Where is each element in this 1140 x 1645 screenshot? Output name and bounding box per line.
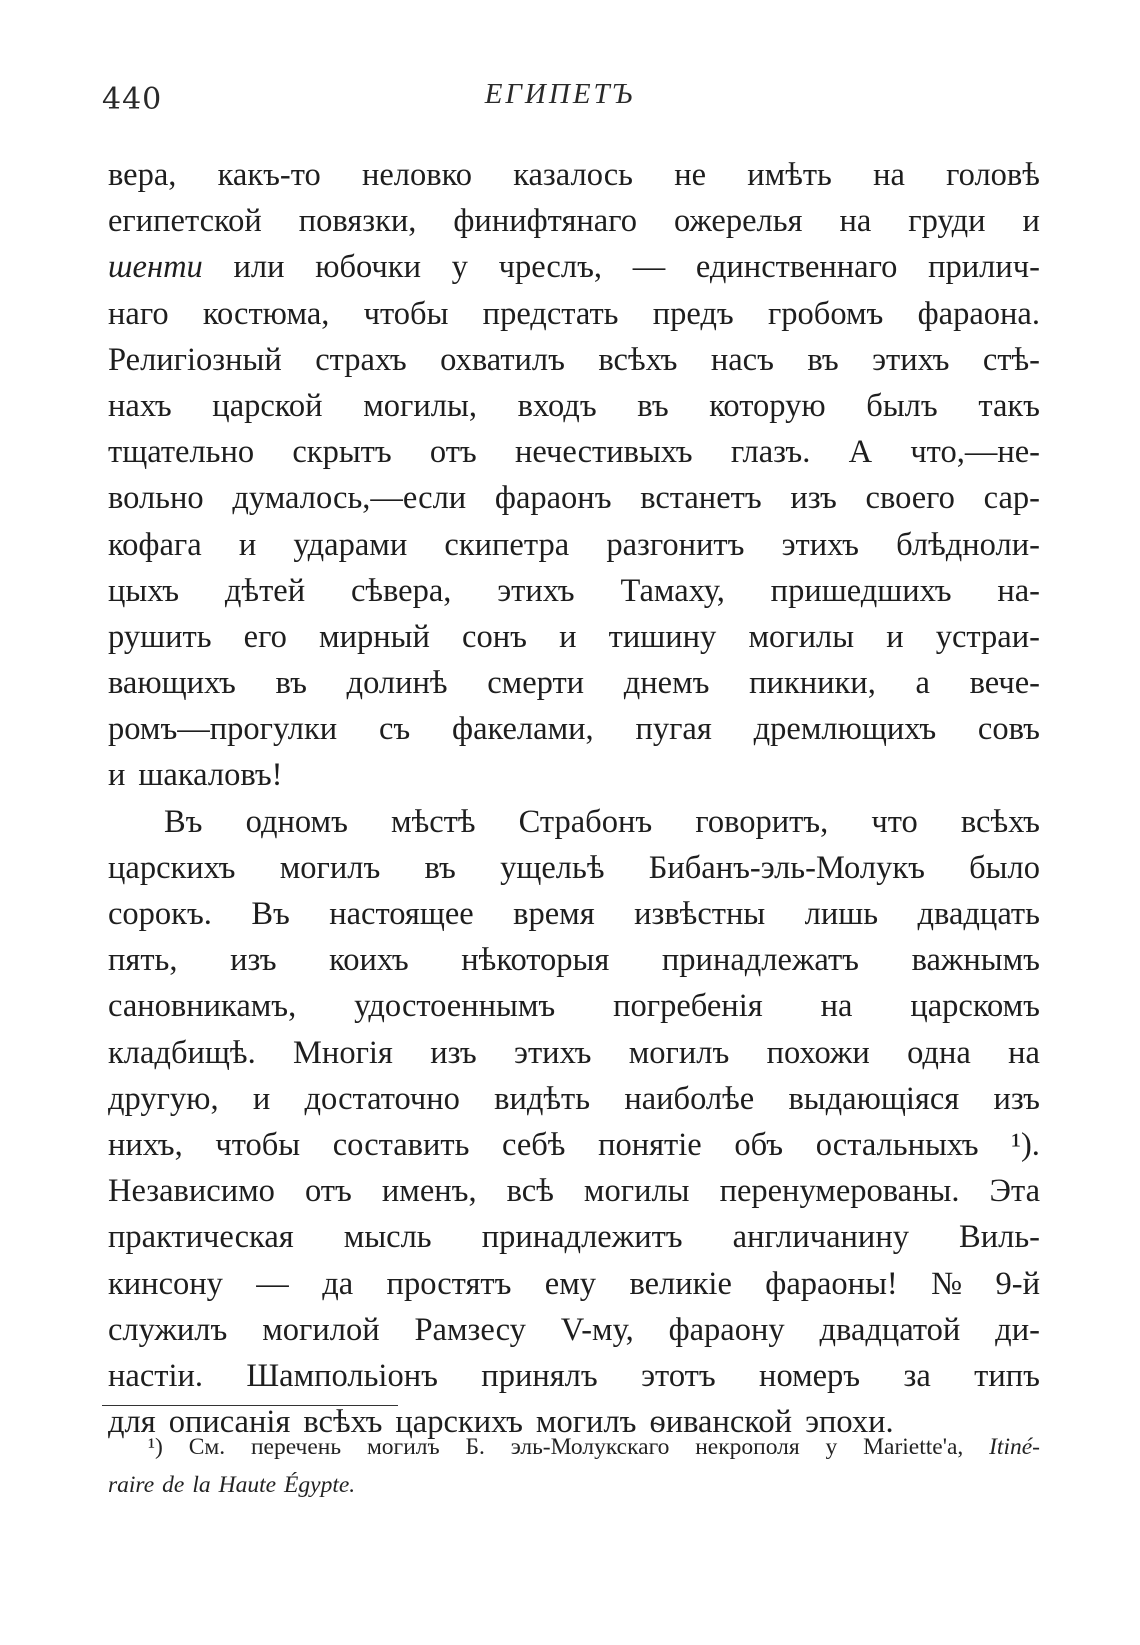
word: скрытъ [292,434,392,471]
text-line [108,706,1040,752]
word: нахъ [108,387,172,424]
word: встанетъ [640,480,762,517]
word: достаточно [304,1080,460,1117]
word: фараону [668,1311,785,1348]
word: изъ [790,480,837,517]
word: наго [108,295,169,332]
word: Виль- [959,1219,1040,1256]
word: вольно [108,480,204,517]
word: цыхъ [108,572,180,609]
text-line [108,1214,1040,1260]
word: одна [907,1034,971,1071]
word: номеръ [759,1357,861,1394]
text-line [108,1168,1040,1214]
word: ему [544,1265,597,1302]
word: казалось [513,157,633,193]
word: шенти [108,249,203,286]
word: себѣ [502,1126,566,1163]
word: ромъ—прогулки [108,711,338,748]
word: чтобы [215,1126,301,1163]
word: костюма, [202,295,330,332]
word: принадлежитъ [481,1219,683,1256]
word: эпохи. [805,1404,894,1441]
word: важнымъ [911,942,1040,979]
word: на [1008,1034,1040,1071]
word: у [451,249,468,286]
word: за [903,1357,931,1394]
word: кофага [108,526,202,563]
word: время [513,896,595,932]
word: вающихъ [108,665,236,702]
text-line [108,383,1040,429]
word: Въ [164,803,203,840]
word: въ [637,387,669,424]
word: изъ [230,942,277,979]
footnote-divider [102,1405,398,1406]
word: другую, [108,1080,219,1117]
text-line [108,660,1040,706]
word: какъ-то [217,157,321,193]
word: рушить [108,618,212,655]
word: именъ, [381,1173,477,1210]
word: фараонъ [494,480,612,517]
word: царскихъ [395,1404,523,1441]
word: кинсону [108,1265,223,1302]
text-line [108,799,1040,845]
word: царской [212,387,323,424]
footnote-word: ¹) [148,1434,163,1460]
word: ѳиванской [649,1404,793,1441]
word: разгонитъ [606,526,745,563]
word: Многія [293,1034,393,1071]
word: пришедшихъ [770,572,952,609]
word: охватилъ [440,341,565,378]
footnote-word: у [825,1434,838,1460]
word: этотъ [641,1357,716,1394]
word: египетской [108,203,262,240]
word: 9-й [995,1265,1040,1302]
word: шакаловъ! [138,757,283,794]
word: дремлющихъ [753,711,937,748]
word: прилич- [928,249,1040,286]
word: — [632,249,666,286]
word: лишь [804,896,879,932]
word: глазъ. [730,434,811,471]
word: совъ [977,711,1040,748]
word: такъ [978,387,1040,424]
word: факелами, [452,711,594,748]
word: для [108,1404,156,1441]
word: Въ [251,896,290,932]
word: принялъ [481,1357,598,1394]
word: Шампольіонъ [246,1357,438,1394]
text-line [108,983,1040,1029]
word: а [915,665,930,702]
text-line [108,337,1040,383]
word: дѣтей [224,572,306,609]
word: могилы, [363,387,477,424]
word: Религіозный [108,341,282,378]
word: сановникамъ, [108,988,297,1025]
footnote-word: la [192,1472,211,1498]
word: вера, [108,157,177,193]
word: на- [997,572,1040,609]
word: мирный [319,618,430,655]
word: предстать [482,295,619,332]
word: юбочки [315,249,421,286]
word: и [252,1080,271,1117]
text-line [108,614,1040,660]
word: которую [709,387,826,424]
word: нечестивыхъ [514,434,693,471]
word: сонъ [462,618,527,655]
footnote-word: Haute [218,1472,277,1498]
word: финифтянаго [453,203,637,240]
word: и [886,618,904,655]
text-line [108,1122,1040,1168]
word: думалось,—если [232,480,467,517]
word: служилъ [108,1311,228,1348]
word: могилой [262,1311,380,1348]
word: могилы [583,1173,690,1210]
word: имѣть [747,157,832,193]
word: долинѣ [346,665,448,702]
text-line [108,475,1040,521]
word: двадцатой [819,1311,961,1348]
word: могилъ [279,849,381,886]
word: сар- [983,480,1040,517]
word: фараоны! [765,1265,898,1302]
word: англичанину [732,1219,909,1256]
footnote-word: Itiné- [989,1434,1040,1460]
word: V-му, [560,1311,634,1348]
footnote [108,1428,1040,1504]
word: пугая [635,711,712,748]
text-line [108,198,1040,244]
word: составить [332,1126,470,1163]
word: не [674,157,707,193]
word: погребенія [613,988,763,1025]
word: этихъ [514,1034,592,1071]
text-line [108,522,1040,568]
word: выдающіяся [788,1080,960,1117]
word: могилы [748,618,855,655]
word: днемъ [623,665,710,702]
footnote-line [108,1466,1040,1504]
word: скипетра [444,526,570,563]
word: ударами [293,526,408,563]
page-header [100,72,1040,122]
text-line [108,1307,1040,1353]
word: вече- [969,665,1040,702]
footnote-word: Mariette'a, [863,1434,964,1460]
text-line [108,429,1040,475]
word: да [322,1265,354,1302]
word: извѣстны [634,896,766,932]
word: пять, [108,942,178,979]
text-line [108,291,1040,337]
word: — [256,1265,289,1302]
word: великіе [629,1265,732,1302]
word: всѣхъ [598,341,678,378]
word: Бибанъ-эль-Молукъ [648,849,925,886]
word: всѣхъ [960,803,1040,840]
word: Страбонъ [518,803,653,840]
word: неловко [361,157,472,193]
word: и [238,526,257,563]
word: отъ [429,434,477,471]
word: тишину [608,618,717,655]
text-line [108,1076,1040,1122]
footnote-word: Б. [465,1434,485,1460]
word: устраи- [935,618,1040,655]
word: чреслъ, [498,249,602,286]
word: ущельѣ [500,849,605,886]
running-title: ЕГИПЕТЪ [484,78,636,110]
word: или [233,249,285,286]
word: его [243,618,287,655]
word: принадлежатъ [661,942,859,979]
word: былъ [866,387,938,424]
word: нѣкоторыя [461,942,610,979]
word: наиболѣе [624,1080,755,1117]
word: могилъ [535,1404,637,1441]
word: на [820,988,853,1025]
text-line [108,752,1040,798]
body-text [108,152,1040,1445]
word: настоящее [329,896,474,932]
word: этихъ [497,572,575,609]
word: пикники, [749,665,876,702]
word: ожерелья [673,203,803,240]
word: понятіе [598,1126,702,1163]
word: Независимо [108,1173,275,1210]
word: на [839,203,872,240]
word: перенумерованы. [719,1173,960,1210]
word: могилъ [628,1034,730,1071]
page-number: 440 [102,82,163,117]
text-line [108,152,1040,198]
word: что,—не- [910,434,1040,471]
word: удостоеннымъ [354,988,556,1025]
word: говоритъ, [695,803,829,840]
word: А [848,434,873,471]
word: входъ [517,387,597,424]
word: насъ [710,341,774,378]
footnote-word: raire [108,1472,155,1498]
word: всѣ [506,1173,554,1210]
word: царскомъ [910,988,1040,1025]
word: сѣвера, [350,572,452,609]
word: фараона. [917,295,1040,332]
word: смерти [487,665,585,702]
word: № [931,1265,963,1302]
word: изъ [430,1034,477,1071]
word: и [108,757,126,794]
word: типъ [974,1357,1040,1394]
footnote-word: Égypte. [284,1472,356,1498]
word: и [1022,203,1040,240]
word: въ [275,665,307,702]
word: мѣстѣ [391,803,476,840]
word: повязки, [298,203,417,240]
text-line [108,244,1040,290]
word: стѣ- [982,341,1040,378]
footnote-word: de [162,1472,185,1498]
word: Эта [989,1173,1040,1210]
word: коихъ [329,942,409,979]
text-line [108,891,1040,937]
text-line [108,937,1040,983]
word: что [871,803,918,840]
word: настіи. [108,1357,203,1394]
word: мысль [343,1219,432,1256]
word: этихъ [781,526,859,563]
word: Тамаху, [620,572,725,609]
footnote-word: См. [188,1434,226,1460]
word: ¹). [1011,1126,1040,1163]
word: видѣть [494,1080,591,1117]
word: въ [424,849,456,886]
word: кладбищѣ. [108,1034,256,1071]
word: ди- [995,1311,1040,1348]
word: страхъ [315,341,407,378]
word: остальныхъ [815,1126,979,1163]
word: похожи [766,1034,870,1071]
footnote-word: перечень [250,1434,342,1460]
word: объ [734,1126,784,1163]
word: груди [908,203,986,240]
text-line [108,1261,1040,1307]
word: своего [865,480,955,517]
word: гробомъ [767,295,884,332]
word: нихъ, [108,1126,183,1163]
word: тщательно [108,434,255,471]
word: единственнаго [695,249,898,286]
footnote-word: могилъ [366,1434,440,1460]
word: двадцать [917,896,1040,932]
footnote-word: некрополя [695,1434,800,1460]
word: сорокъ. [108,896,212,932]
word: было [969,849,1040,886]
word: въ [807,341,839,378]
word: блѣдноли- [896,526,1040,563]
text-line [108,845,1040,891]
footnote-word: эль-Молукскаго [510,1434,670,1460]
word: всѣхъ [303,1404,383,1441]
word: изъ [993,1080,1040,1117]
text-line [108,568,1040,614]
word: предъ [652,295,734,332]
word: практическая [108,1219,294,1256]
word: этихъ [872,341,950,378]
word: на [873,157,905,193]
text-line [108,1030,1040,1076]
word: и [559,618,577,655]
word: Рамзесу [414,1311,526,1348]
word: головѣ [946,157,1040,193]
word: царскихъ [108,849,236,886]
text-line [108,1353,1040,1399]
word: одномъ [245,803,348,840]
word: съ [379,711,411,748]
word: простятъ [386,1265,512,1302]
word: описанія [168,1404,291,1441]
word: отъ [304,1173,352,1210]
word: чтобы [363,295,449,332]
footnote-line [108,1428,1040,1466]
